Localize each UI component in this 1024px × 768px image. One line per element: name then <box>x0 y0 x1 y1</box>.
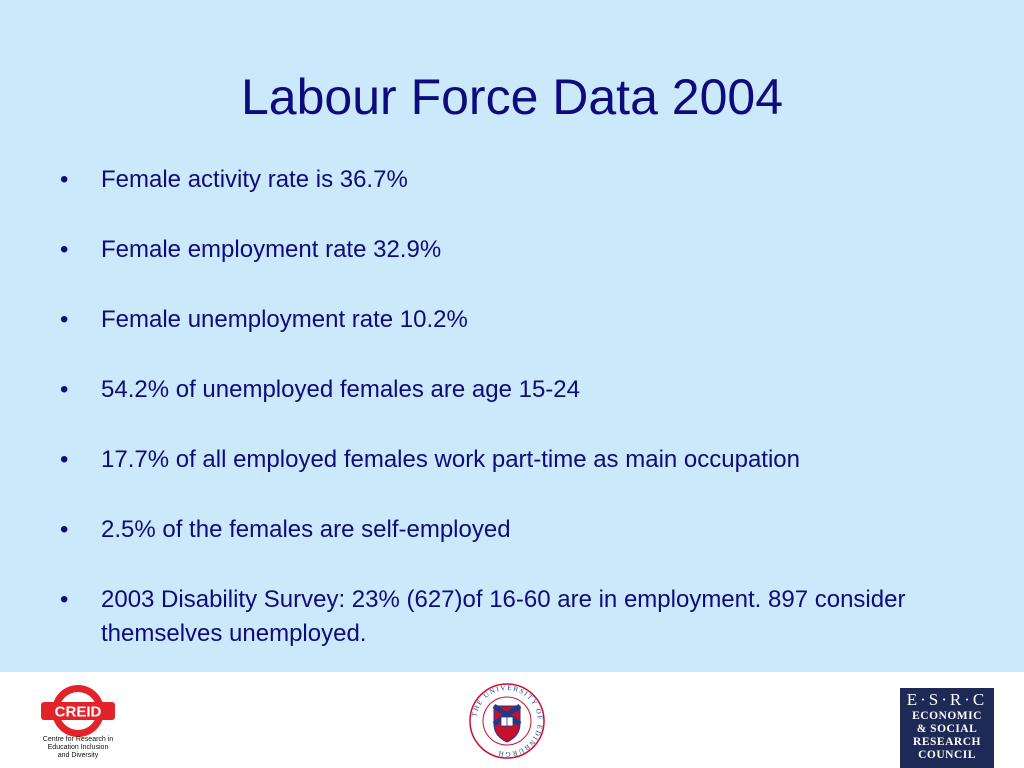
bullet-marker: • <box>60 376 69 403</box>
bullet-text: Female activity rate is 36.7% <box>101 166 408 193</box>
slide-title: Labour Force Data 2004 <box>240 69 784 125</box>
bullet-marker: • <box>60 586 69 613</box>
edinburgh-arc-text: THE UNIVERSITY OF EDINBURGH <box>470 683 545 759</box>
creid-caption-line: Education Inclusion <box>47 744 109 751</box>
esrc-line: RESEARCH <box>913 736 981 748</box>
esrc-line: COUNCIL <box>918 749 976 761</box>
logo-footer <box>0 672 1024 768</box>
bullet-item <box>60 443 980 477</box>
bullet-text: 2003 Disability Survey: 23% (627)of 16-60 are in employment. 897 consider themselves unemployed. <box>101 586 906 647</box>
creid-logo <box>38 684 118 766</box>
bullet-item <box>60 583 980 651</box>
bullet-item <box>60 303 980 337</box>
bullet-marker: • <box>60 306 69 333</box>
creid-caption <box>38 736 118 760</box>
bullet-text: 17.7% of all employed females work part-time as main occupation <box>101 446 800 473</box>
bullet-item <box>60 233 980 267</box>
bullet-text: Female unemployment rate 10.2% <box>101 306 468 333</box>
edinburgh-crest-icon <box>468 682 546 760</box>
esrc-logo <box>900 688 994 768</box>
bullet-text: 2.5% of the females are self-employed <box>101 516 511 543</box>
university-of-edinburgh-crest <box>468 682 546 760</box>
bullet-text: Female employment rate 32.9% <box>101 236 442 263</box>
bullet-marker: • <box>60 516 69 543</box>
bullet-item <box>60 163 980 197</box>
bullet-item <box>60 513 980 547</box>
bullet-marker: • <box>60 166 69 193</box>
bullet-text: 54.2% of unemployed females are age 15-24 <box>101 376 580 403</box>
creid-emblem-icon <box>38 684 118 738</box>
bullet-item <box>60 373 980 407</box>
esrc-initials: E·S·R·C <box>906 690 988 709</box>
bullet-list <box>60 163 980 687</box>
esrc-line: & SOCIAL <box>916 723 978 735</box>
creid-caption-line: Centre for Research in <box>42 736 114 743</box>
bullet-marker: • <box>60 446 69 473</box>
esrc-line: ECONOMIC <box>912 710 982 722</box>
creid-logo-text: CREID <box>54 703 102 721</box>
creid-caption-line: and Diversity <box>57 752 99 759</box>
bullet-marker: • <box>60 236 69 263</box>
